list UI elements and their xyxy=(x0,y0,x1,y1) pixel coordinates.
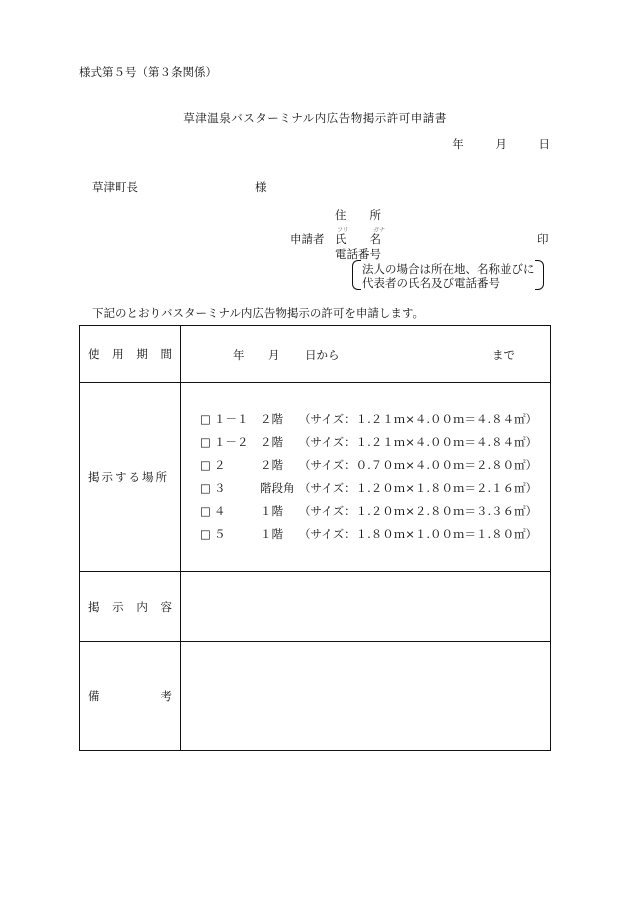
location-size: （サイズ：１.２１ｍ×４.００ｍ＝４.８４㎡） xyxy=(299,412,538,426)
location-floor: ２階 xyxy=(260,435,283,449)
content-label-char: 容 xyxy=(160,599,172,614)
content-label xyxy=(80,572,181,642)
location-floor: ２階 xyxy=(260,412,283,426)
location-floor: １階 xyxy=(260,527,283,541)
location-floor: １階 xyxy=(260,504,283,518)
period-label xyxy=(80,326,181,383)
period-label-char: 用 xyxy=(112,347,124,361)
note-right-bracket xyxy=(535,260,544,290)
addressee-honorific: 様 xyxy=(255,180,267,194)
location-option[interactable] xyxy=(200,523,550,546)
applicant-label: 申請者 xyxy=(290,232,325,246)
intro-statement: 下記のとおりバスターミナル内広告物掲示の許可を申請します。 xyxy=(92,306,425,320)
corporation-note xyxy=(352,260,544,290)
period-field[interactable] xyxy=(181,326,551,383)
furigana-label-last: ガナ xyxy=(373,227,386,234)
location-code: ５ xyxy=(214,527,226,541)
location-floor: ２階 xyxy=(260,458,283,472)
remarks-field[interactable] xyxy=(181,642,551,751)
checkbox[interactable]: □ xyxy=(200,435,211,449)
note-left-bracket xyxy=(352,260,361,290)
location-option[interactable] xyxy=(200,454,550,477)
remarks-label-char: 考 xyxy=(160,689,172,703)
application-table xyxy=(79,325,551,751)
form-code: 様式第５号（第３条関係） xyxy=(79,65,217,79)
period-label-char: 間 xyxy=(160,347,172,361)
location-option[interactable] xyxy=(200,477,550,500)
location-option[interactable] xyxy=(200,500,550,523)
location-floor: 階段角 xyxy=(260,481,295,495)
location-size: （サイズ：１.２１ｍ×４.００ｍ＝４.８４㎡） xyxy=(299,435,538,449)
location-code: １－１ xyxy=(214,412,249,426)
period-year: 年 xyxy=(233,348,245,362)
period-label-char: 期 xyxy=(136,347,148,361)
period-label-char: 使 xyxy=(88,347,100,361)
location-code: ４ xyxy=(214,504,226,518)
location-size: （サイズ：１.８０ｍ×１.００ｍ＝１.８０㎡） xyxy=(299,527,538,541)
remarks-row xyxy=(80,642,551,751)
location-option[interactable] xyxy=(200,431,550,454)
checkbox[interactable]: □ xyxy=(200,412,211,426)
location-code: ３ xyxy=(214,481,226,495)
period-month: 月 xyxy=(268,348,280,362)
location-size: （サイズ：１.２０ｍ×１.８０ｍ＝２.１６㎡） xyxy=(299,481,538,495)
content-label-char: 掲 xyxy=(88,599,100,614)
applicant-phone-label: 電話番号 xyxy=(335,247,381,261)
furigana-label-first: フリ xyxy=(337,227,349,234)
period-from: 日から xyxy=(305,348,340,362)
submission-date xyxy=(424,136,550,152)
content-label-char: 示 xyxy=(112,599,124,614)
date-month-label: 月 xyxy=(495,137,507,151)
location-option[interactable] xyxy=(200,408,550,431)
checkbox[interactable]: □ xyxy=(200,458,211,472)
note-line-1: 法人の場合は所在地、名称並びに xyxy=(362,262,535,276)
checkbox[interactable]: □ xyxy=(200,481,211,495)
period-until: まで xyxy=(492,348,515,362)
location-label-cell xyxy=(80,383,181,572)
location-code: ２ xyxy=(214,458,226,472)
location-row xyxy=(80,383,551,572)
period-row xyxy=(80,326,551,383)
content-row xyxy=(80,572,551,642)
location-size: （サイズ：１.２０ｍ×２.８０ｍ＝３.３６㎡） xyxy=(299,504,538,518)
document-title: 草津温泉バスターミナル内広告物掲示許可申請書 xyxy=(183,111,447,125)
addressee: 草津町長 xyxy=(92,180,138,194)
checkbox[interactable]: □ xyxy=(200,504,211,518)
location-label: 掲示する場所 xyxy=(88,470,169,484)
remarks-label xyxy=(80,642,181,751)
date-year-label: 年 xyxy=(452,137,464,151)
location-code: １－２ xyxy=(214,435,249,449)
applicant-name-label: 氏 名 xyxy=(335,232,381,246)
location-size: （サイズ：０.７０ｍ×４.００ｍ＝２.８０㎡） xyxy=(299,458,538,472)
checkbox[interactable]: □ xyxy=(200,527,211,541)
date-day-label: 日 xyxy=(538,137,550,151)
remarks-label-char: 備 xyxy=(88,689,100,703)
note-line-2: 代表者の氏名及び電話番号 xyxy=(362,276,500,290)
applicant-address-label: 住 所 xyxy=(335,208,381,222)
content-field[interactable] xyxy=(181,572,551,642)
seal-mark: 印 xyxy=(537,232,549,246)
content-label-char: 内 xyxy=(136,599,148,614)
location-options xyxy=(181,383,551,572)
